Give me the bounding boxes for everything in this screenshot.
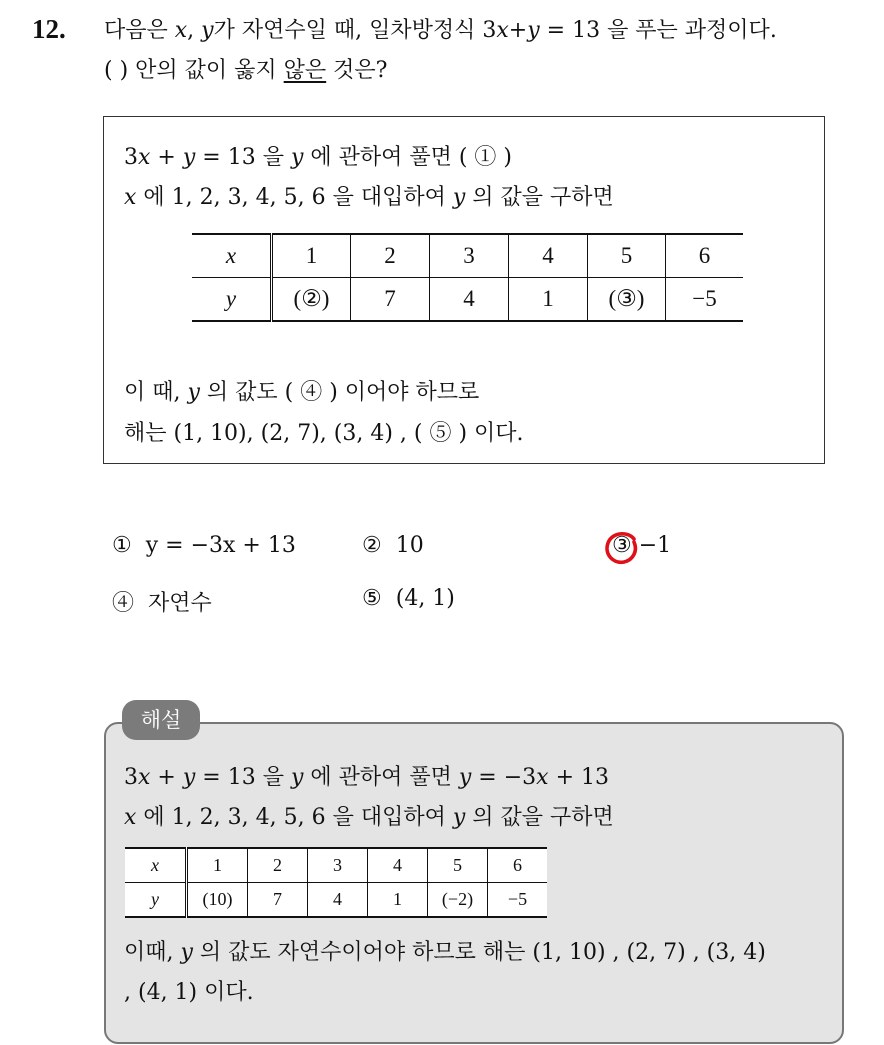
box-line-4: 해는 (1, 10), (2, 7), (3, 4) , ( ⑤ ) 이다. [124, 421, 524, 446]
table-cell: 4 [368, 848, 428, 883]
table-cell: 4 [509, 234, 588, 278]
option-text: 자연수 [148, 591, 212, 616]
table-cell: (③) [588, 278, 666, 322]
table-cell: 6 [488, 848, 548, 883]
option-mark: ④ [112, 591, 135, 616]
underlined-word: 않은 [283, 58, 327, 83]
table-cell: 7 [248, 883, 308, 918]
option-text: −1 [638, 533, 672, 558]
option-2[interactable] [362, 533, 424, 558]
option-mark: ① [112, 533, 132, 558]
table-cell: 2 [351, 234, 430, 278]
table-cell: 6 [666, 234, 744, 278]
box-line-2: x 에 1, 2, 3, 4, 5, 6 을 대입하여 y 의 값을 구하면 [124, 185, 614, 210]
explanation-line-2: x 에 1, 2, 3, 4, 5, 6 을 대입하여 y 의 값을 구하면 [124, 805, 614, 830]
explanation-line-1: 3x + y = 13 을 y 에 관하여 풀면 y = −3x + 13 [124, 765, 610, 790]
table-row-x [125, 848, 547, 883]
table-cell: −5 [488, 883, 548, 918]
question-line-2: ( ) 안의 값이 옳지 않은 것은? [104, 58, 388, 83]
box-line-3: 이 때, y 의 값도 ( ④ ) 이어야 하므로 [124, 380, 480, 405]
explanation-tag: 해설 [122, 700, 200, 740]
option-mark: ③ [612, 533, 632, 558]
question-line-1: 다음은 x, y가 자연수일 때, 일차방정식 3x+y = 13 을 푸는 과정이다. [104, 18, 777, 43]
table-row-y [125, 883, 547, 918]
table-cell: 5 [428, 848, 488, 883]
table-cell: 1 [509, 278, 588, 322]
table-cell: 1 [187, 848, 248, 883]
table-cell: 1 [368, 883, 428, 918]
answer-circle-mark [604, 530, 640, 566]
option-text: (4, 1) [395, 586, 455, 611]
table-cell: 4 [430, 278, 509, 322]
table-cell: 3 [308, 848, 368, 883]
option-5[interactable] [362, 586, 455, 611]
table-cell: 1 [272, 234, 351, 278]
table-cell: 4 [308, 883, 368, 918]
option-text: 10 [395, 533, 424, 558]
row-label-x: x [192, 234, 272, 278]
row-label-x: x [125, 848, 187, 883]
table-cell: (②) [272, 278, 351, 322]
box-line-1: 3x + y = 13 을 y 에 관하여 풀면 ( ① ) [124, 145, 513, 170]
option-4[interactable] [112, 586, 212, 617]
row-label-y: y [125, 883, 187, 918]
option-mark: ② [362, 533, 382, 558]
option-1[interactable] [112, 533, 296, 558]
table-cell: 2 [248, 848, 308, 883]
table-cell: (−2) [428, 883, 488, 918]
table-row-y [192, 278, 743, 322]
table-cell: 3 [430, 234, 509, 278]
table-cell: 5 [588, 234, 666, 278]
option-text: y = −3x + 13 [145, 533, 296, 558]
explanation-table [125, 847, 547, 918]
option-mark: ⑤ [362, 586, 382, 611]
explanation-line-3: 이때, y 의 값도 자연수이어야 하므로 해는 (1, 10) , (2, 7) , (3, 4) [124, 940, 766, 965]
question-number: 12. [32, 14, 66, 44]
table-cell: 7 [351, 278, 430, 322]
table-row-x [192, 234, 743, 278]
explanation-line-4: , (4, 1) 이다. [124, 980, 254, 1005]
row-label-y: y [192, 278, 272, 322]
table-cell: −5 [666, 278, 744, 322]
table-cell: (10) [187, 883, 248, 918]
problem-table [192, 233, 743, 322]
